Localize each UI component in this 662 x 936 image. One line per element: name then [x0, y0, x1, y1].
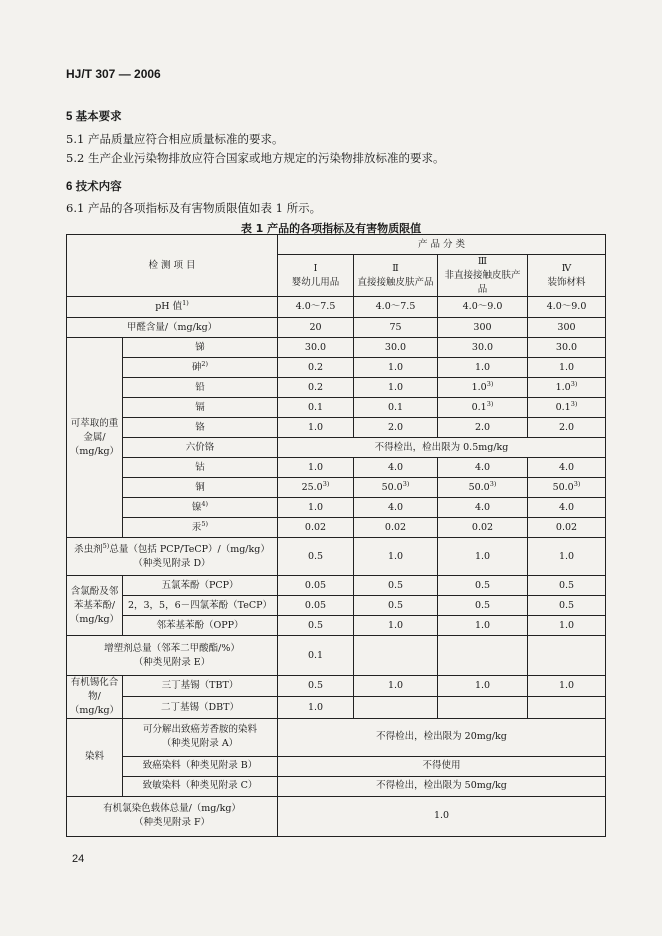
row-chlorophenol	[67, 616, 606, 636]
standard-number: HJ/T 307 — 2006	[66, 67, 161, 81]
row-organotin	[67, 697, 606, 718]
metal-name: 镉	[123, 398, 278, 418]
table-title: 表 1 产品的各项指标及有害物质限值	[240, 222, 422, 235]
header-row-1	[67, 235, 606, 255]
organotin-value	[438, 697, 528, 718]
metal-value: 1.0	[438, 358, 528, 378]
metal-value: 50.0$^{3)}$	[438, 478, 528, 498]
chlorophenol-value: 0.5	[438, 596, 528, 616]
plasticizer-value-3	[438, 636, 528, 676]
organotin-value: 1.0	[278, 697, 354, 718]
plasticizer-value-1: 0.1	[278, 636, 354, 676]
pesticide-label: 杀虫剂$^{5)}$总量（包括 PCP/TeCP）/（mg/kg） （种类见附录 D）	[67, 538, 278, 576]
metal-value: 1.0	[278, 418, 354, 438]
metal-name: 六价铬	[123, 438, 278, 458]
formaldehyde-label: 甲醛含量/（mg/kg）	[67, 318, 278, 338]
metal-name: 铜	[123, 478, 278, 498]
metal-value: 1.0	[528, 358, 606, 378]
metal-value: 2.0	[354, 418, 438, 438]
metal-value: 0.1$^{3)}$	[438, 398, 528, 418]
plasticizer-label: 增塑剂总量（邻苯二甲酸酯/%） （种类见附录 E）	[67, 636, 278, 676]
row-heavy-metal	[67, 418, 606, 438]
pesticide-value-4: 1.0	[528, 538, 606, 576]
dye-merged-value: 不得检出，检出限为 50mg/kg	[278, 776, 606, 796]
dye-merged-value: 不得使用	[278, 756, 606, 776]
row-heavy-metal	[67, 458, 606, 478]
pesticide-value-3: 1.0	[438, 538, 528, 576]
formaldehyde-value-1: 20	[278, 318, 354, 338]
metal-value: 1.0	[278, 498, 354, 518]
metal-value: 30.0	[438, 338, 528, 358]
metal-name: 钴	[123, 458, 278, 478]
spec-table	[66, 234, 606, 837]
chlorophenol-value: 1.0	[528, 616, 606, 636]
organotin-group-label: 有机锡化合物/（mg/kg）	[67, 676, 123, 718]
metal-value: 0.02	[528, 518, 606, 538]
metal-value: 1.0$^{3)}$	[528, 378, 606, 398]
metal-value: 4.0	[354, 498, 438, 518]
metal-name: 铅	[123, 378, 278, 398]
formaldehyde-value-4: 300	[528, 318, 606, 338]
header-classification: 产 品 分 类	[278, 235, 606, 255]
chlorophenol-value: 0.5	[278, 616, 354, 636]
chlorophenol-name: 五氯苯酚（PCP）	[123, 576, 278, 596]
section-5-2: 5.2 生产企业污染物排放应符合国家或地方规定的污染物排放标准的要求。	[66, 151, 445, 165]
metal-value: 0.2	[278, 378, 354, 398]
organotin-value: 1.0	[528, 676, 606, 697]
header-class-2: Ⅱ 直接接触皮肤产品	[354, 255, 438, 297]
metal-value: 25.0$^{3)}$	[278, 478, 354, 498]
header-class-1: Ⅰ 婴幼儿用品	[278, 255, 354, 297]
metal-value: 4.0	[438, 498, 528, 518]
organotin-value: 1.0	[438, 676, 528, 697]
row-formaldehyde	[67, 318, 606, 338]
metal-merged-value: 不得检出，检出限为 0.5mg/kg	[278, 438, 606, 458]
row-heavy-metal	[67, 438, 606, 458]
metal-value: 0.02	[278, 518, 354, 538]
row-ph	[67, 297, 606, 318]
row-plasticizer	[67, 636, 606, 676]
header-class-4: Ⅳ 装饰材料	[528, 255, 606, 297]
metal-value: 0.1$^{3)}$	[528, 398, 606, 418]
chlorophenol-value: 0.5	[438, 576, 528, 596]
chlorophenol-value: 0.05	[278, 596, 354, 616]
chlorophenol-value: 0.5	[354, 576, 438, 596]
row-dye	[67, 776, 606, 796]
metal-name: 铬	[123, 418, 278, 438]
metal-value: 0.02	[354, 518, 438, 538]
metal-value: 1.0	[354, 378, 438, 398]
dye-name: 致癌染料（种类见附录 B）	[123, 756, 278, 776]
formaldehyde-value-2: 75	[354, 318, 438, 338]
header-item: 检 测 项 目	[67, 235, 278, 297]
chlorophenol-name: 邻苯基苯酚（OPP）	[123, 616, 278, 636]
metal-value: 50.0$^{3)}$	[354, 478, 438, 498]
organotin-value: 1.0	[354, 676, 438, 697]
chlorophenol-value: 1.0	[354, 616, 438, 636]
metal-value: 1.0	[354, 358, 438, 378]
metal-value: 50.0$^{3)}$	[528, 478, 606, 498]
plasticizer-value-2	[354, 636, 438, 676]
metal-value: 4.0	[354, 458, 438, 478]
chlorinated-carrier-label: 有机氯染色载体总量/（mg/kg） （种类见附录 F）	[67, 796, 278, 836]
dye-name: 致敏染料（种类见附录 C）	[123, 776, 278, 796]
ph-value-1: 4.0～7.5	[278, 297, 354, 318]
heavy-metals-group-label: 可萃取的重金属/（mg/kg）	[67, 338, 123, 538]
ph-value-2: 4.0～7.5	[354, 297, 438, 318]
ph-value-4: 4.0～9.0	[528, 297, 606, 318]
dye-name: 可分解出致癌芳香胺的染料 （种类见附录 A）	[123, 718, 278, 756]
organotin-value: 0.5	[278, 676, 354, 697]
section-5-title: 5 基本要求	[66, 111, 122, 123]
page-number: 24	[72, 853, 85, 865]
row-pesticide	[67, 538, 606, 576]
section-5-1: 5.1 产品质量应符合相应质量标准的要求。	[66, 132, 284, 146]
section-6-1: 6.1 产品的各项指标及有害物质限值如表 1 所示。	[66, 201, 322, 215]
row-dye	[67, 718, 606, 756]
metal-value: 30.0	[528, 338, 606, 358]
row-heavy-metal	[67, 358, 606, 378]
chlorinated-carrier-value: 1.0	[278, 796, 606, 836]
metal-value: 2.0	[528, 418, 606, 438]
row-chlorinated-carrier	[67, 796, 606, 836]
organotin-name: 二丁基锡（DBT）	[123, 697, 278, 718]
header-class-3: Ⅲ 非直接接触皮肤产品	[438, 255, 528, 297]
metal-name: 镍$^{4)}$	[123, 498, 278, 518]
ph-value-3: 4.0～9.0	[438, 297, 528, 318]
chlorophenol-name: 2，3，5，6－四氯苯酚（TeCP）	[123, 596, 278, 616]
row-heavy-metal	[67, 498, 606, 518]
pesticide-value-2: 1.0	[354, 538, 438, 576]
metal-value: 1.0	[278, 458, 354, 478]
metal-value: 0.02	[438, 518, 528, 538]
row-organotin	[67, 676, 606, 697]
metal-value: 30.0	[354, 338, 438, 358]
dye-merged-value: 不得检出，检出限为 20mg/kg	[278, 718, 606, 756]
metal-name: 锑	[123, 338, 278, 358]
organotin-name: 三丁基锡（TBT）	[123, 676, 278, 697]
chlorophenol-value: 1.0	[438, 616, 528, 636]
chlorophenol-value: 0.5	[528, 576, 606, 596]
metal-value: 4.0	[438, 458, 528, 478]
metal-value: 1.0$^{3)}$	[438, 378, 528, 398]
formaldehyde-value-3: 300	[438, 318, 528, 338]
metal-value: 0.1	[354, 398, 438, 418]
organotin-value	[354, 697, 438, 718]
organotin-value	[528, 697, 606, 718]
metal-value: 4.0	[528, 498, 606, 518]
row-heavy-metal	[67, 478, 606, 498]
pesticide-value-1: 0.5	[278, 538, 354, 576]
row-dye	[67, 756, 606, 776]
metal-name: 砷$^{2)}$	[123, 358, 278, 378]
row-heavy-metal	[67, 518, 606, 538]
metal-value: 4.0	[528, 458, 606, 478]
plasticizer-value-4	[528, 636, 606, 676]
metal-value: 0.1	[278, 398, 354, 418]
row-heavy-metal	[67, 398, 606, 418]
row-heavy-metal	[67, 378, 606, 398]
chlorophenol-value: 0.05	[278, 576, 354, 596]
metal-value: 30.0	[278, 338, 354, 358]
metal-value: 0.2	[278, 358, 354, 378]
chlorophenol-value: 0.5	[354, 596, 438, 616]
ph-label: pH 值$^{1)}$	[67, 297, 278, 318]
row-chlorophenol	[67, 596, 606, 616]
metal-name: 汞$^{5)}$	[123, 518, 278, 538]
section-6-title: 6 技术内容	[66, 181, 122, 193]
chlorophenol-value: 0.5	[528, 596, 606, 616]
metal-value: 2.0	[438, 418, 528, 438]
row-heavy-metal	[67, 338, 606, 358]
dyes-group-label: 染料	[67, 718, 123, 796]
row-chlorophenol	[67, 576, 606, 596]
chlorophenols-group-label: 含氯酚及邻苯基苯酚/（mg/kg）	[67, 576, 123, 636]
